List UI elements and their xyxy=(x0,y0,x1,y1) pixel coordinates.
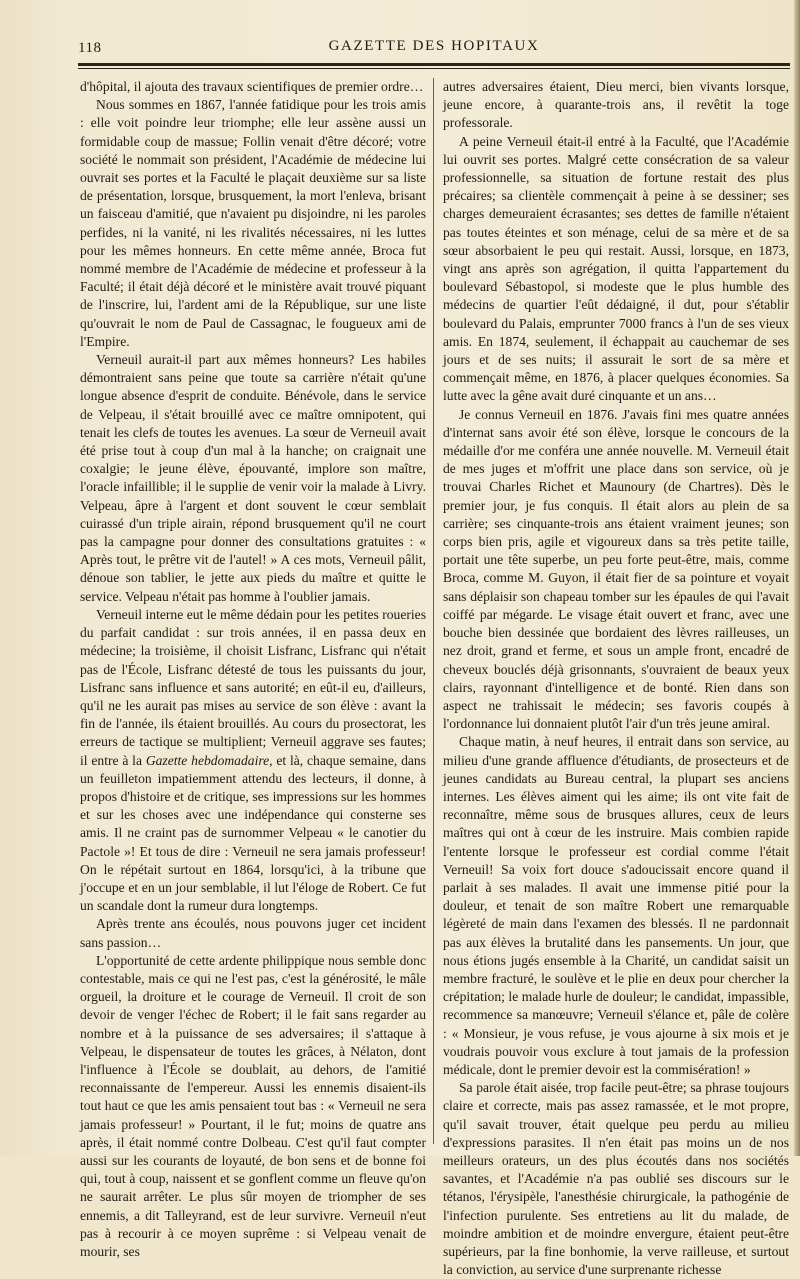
page-number: 118 xyxy=(78,40,102,56)
paragraph: A peine Verneuil était-il entré à la Faculté, que l'Académie lui ouvrit ses portes. Malgré cette consécration de sa valeur professionnelle, sa situation de fortune restait des plus précaires; sa clientèle commençait à peine à se dessiner; ses charges demeuraient écrasantes; ses dettes de famille n'étaient pas toutes éteintes et son ménage, celui de sa mère et de sa sœur absorbaient le peu qui restait. Aussi, lorsque, en 1873, vingt ans après son agrégation, il quitta l'appartement du boulevard Sébastopol, si modeste que le plus humble des médecins de quartier l'eût dédaigné, il dut, pour s'établir boulevard du Palais, emprunter 7000 francs à l'un de ses vieux amis. En 1874, seulement, il échappait au cauchemar de ses jours et de ses nuits; il assurait le sort de sa mère et commençait même, en 1876, à placer quelques économies. Sa lutte avec la gêne avait duré cinquante et un ans… xyxy=(443,133,789,404)
paragraph xyxy=(80,606,426,915)
journal-title: Gazette hebdomadaire xyxy=(145,752,270,768)
paragraph: Nous sommes en 1867, l'année fatidique pour les trois amis : elle voit poindre leur triomphe; elle leur assène aussi un formidable coup de massue; Follin venait d'être décoré; votre société le nommait son président, l'Académie de médecine lui ouvrait ses portes et la Faculté le plaçait deuxième sur sa liste de présentation, lorsque, brusquement, la mort l'enleva, brisant un faisceau d'amitié, que n'avaient pu disjoindre, ni les paroles perfides, ni la vanité, ni les rivalités nécessaires, ni les luttes pour les mêmes honneurs. En cette même année, Broca fut nommé membre de l'Académie de médecine et professeur à la Faculté; il était déjà décoré et le ministère avait trouvé piquant de l'inscrire, lui, l'ardent ami de la République, sur une liste qu'ouvrait le nom de Paul de Cassagnac, le fougueux ami de l'Empire. xyxy=(80,97,426,349)
page-edge-shadow xyxy=(794,0,800,1156)
paragraph: Chaque matin, à neuf heures, il entrait dans son service, au milieu d'une grande affluence d'étudiants, de prosecteurs et de jeunes candidats au Bureau central, la plupart ses anciens internes. Les élèves aiment qui les aime; ils ont vite fait de reconnaître, même sous de brusques allures, ceux de leurs maîtres qui ont à cœur de les instruire. Mais combien rapide l'entente lorsque le professeur est cordial comme l'était Verneuil! Sa voix fort douce s'adoucissait encore quand il parlait à ses malades. Il avait une immense pitié pour la douleur, et tenait de son maître Robert une remarquable légèreté de main dans l'examen des blessés. Il ne pardonnait pas aux élèves la brutalité dans les pansements. Un jour, que nous étions jugés ensemble à la Charité, un candidat saisit un membre fracturé, le soulève et le plie en deux pour chercher la crépitation; le malade hurle de douleur; le candidat, impassible, recommence sa manœuvre; Verneuil s'élance et, pâle de colère : « Monsieur, je vous refuse, je vous ajourne à six mois et je voudrais pouvoir vous exclure à tout jamais de la profession médicale, dont le premier devoir est la commisération! » xyxy=(443,734,789,1077)
paragraph: Après trente ans écoulés, nous pouvons juger cet incident sans passion… xyxy=(80,916,426,950)
paragraph: L'opportunité de cette ardente philippique nous semble donc contestable, mais ce qui ne l'est pas, c'est la générosité, le mâle orgueil, la droiture et le courage de Verneuil. Il croit de son devoir de venger l'échec de Robert; il le fait sans regarder au nombre et à la puissance de ses adversaires; il s'attaque à Velpeau, le dispensateur de toutes les grâces, à Nélaton, dont l'influence à l'École se doublait, au dehors, de l'amitié reconnaissante de l'empereur. Aussi les ennemis disaient-ils tout haut ce que les amis pensaient tout bas : « Verneuil ne sera jamais professeur! » Pourtant, il le fut; moins de quatre ans après, il était nommé contre Dolbeau. C'est qu'il faut compter aussi sur les courants de loyauté, de bon sens et de bonne foi qui, tout à coup, naissent et se gonflent comme un fleuve qu'on ne saurait arrêter. Le plus sûr moyen de triompher de ses ennemis, a dit Talleyrand, est de leur survivre. Verneuil n'eut pas à recourir à ce moyen suprême : si Velpeau venait de mourir, ses xyxy=(80,952,426,1259)
left-column xyxy=(80,78,426,1259)
paragraph: d'hôpital, il ajouta des travaux scientifiques de premier ordre… xyxy=(80,79,424,94)
page-header xyxy=(78,38,790,60)
header-rule-thick xyxy=(78,63,790,66)
paragraph: autres adversaires étaient, Dieu merci, bien vivants lorsque, jeune encore, à quarante-trois ans, il revêtit la toge professorale. xyxy=(443,79,789,131)
column-separator xyxy=(433,78,434,1144)
paragraph: Je connus Verneuil en 1876. J'avais fini mes quatre années d'internat sans avoir été son élève, lorsque le concours de la médaille d'or me conféra une année nouvelle. M. Verneuil était de mes juges et m'offrit une place dans son service, où je trouvai Charles Richet et Maunoury (de Chartres). Dès le premier jour, je fus conquis. Il était alors au plein de sa carrière; ses cinquante-trois ans étaient vraiment jeunes; son corps bien pris, agile et vigoureux dans sa très petite taille, portait une tête superbe, un peu forte peut-être, mais, comme Broca, comme M. Guyon, il était fier de sa pointure et voyait sans déplaisir son chapeau tomber sur les épaules de qui l'avait coiffé par mégarde. Le visage était ouvert et franc, avec une bouche bien dessinée que bordaient des lèvres railleuses, un nez droit, grand et ferme, et sous un ample front, encadré de cheveux bouclés déjà grisonnants, s'ouvraient de beaux yeux clairs, rayonnant d'intelligence et de bonté. Rien dans son aspect ne trahissait le médecin; ses favoris coupés à l'ordonnance lui donnaient plutôt l'air d'un très jeune amiral. xyxy=(443,406,789,732)
running-title: GAZETTE DES HOPITAUX xyxy=(328,38,540,54)
paragraph-text: Verneuil interne eut le même dédain pour les petites roueries du parfait candidat : sur trois années, il en passa deux en médecine; la troisième, il choisit Lisfranc, Lisfranc qui n'était pas de l'École, Lisfranc détesté de tous les puissants du jour, Lisfranc sans influence et sans autorité; en eût-il eu, d'ailleurs, qu'il ne les aurait pas mises au service de son élève : avant la fin de l'année, ils étaient brouillés. Au cours du prosectorat, les erreurs de tactique se multiplient; Verneuil aggrave ses fautes; il entre à la xyxy=(80,606,426,768)
paragraph: Sa parole était aisée, trop facile peut-être; sa phrase toujours claire et correcte, mais pas assez ramassée, et le mot propre, qu'il savait trouver, était quelque peu perdu au milieu d'expressions parasites. Il n'en était pas moins un de nos meilleurs orateurs, un des plus écoutés dans nos sociétés savantes, et l'Académie n'a pas oublié ses discours sur le tétanos, l'érysipèle, l'anesthésie chirurgicale, la pathogénie de l'infection purulente. Ses entretiens au lit du malade, de moindre ambition et de moindre envergure, étaient peut-être supérieurs, par la fine bonhomie, la verve railleuse, et surtout la conviction, au service d'une surprenante richesse xyxy=(443,1080,789,1278)
paragraph-text: , et là, chaque semaine, dans un feuilleton impatiemment attendu des lecteurs, il donne, à propos d'histoire et de critique, ses impressions sur les hommes et sur les choses avec une indépendance qui consterne ses amis. Il ne craint pas de surnommer Velpeau « le canotier du Pactole »! Et tous de dire : Verneuil ne sera jamais professeur! On le répétait surtout en 1864, lorsqu'ici, à la tribune que j'occupe et en un jour semblable, il lut l'éloge de Robert. Ce fut un scandale dont la rumeur dura longtemps. xyxy=(80,752,426,914)
right-column xyxy=(443,78,789,1278)
header-rule-thin xyxy=(78,68,790,69)
paragraph: Verneuil aurait-il part aux mêmes honneurs? Les habiles démontraient sans peine que toute sa carrière n'était qu'une longue absence d'esprit de conduite. Bénévole, dans le service de Velpeau, il s'était brouillé avec ce maître omnipotent, qui tenait les clefs de toutes les avenues. La sœur de Verneuil avait été prise tout à coup d'un mal à la hanche; on craignait une coxalgie; le jeune élève, épouvanté, implore son maître, l'oracle infaillible; il le supplie de venir voir la malade à Livry. Velpeau, âpre à l'argent et dont souvent le cœur semblait cuirassé d'un triple airain, répond brusquement qu'il ne court pas la campagne pour donner des consultations gratuites : « Après tout, le prêtre vit de l'autel! » A ces mots, Verneuil pâlit, dénoue son tablier, le jette aux pieds du maître et quitte le service. Velpeau n'était pas homme à l'oublier jamais. xyxy=(80,352,426,604)
